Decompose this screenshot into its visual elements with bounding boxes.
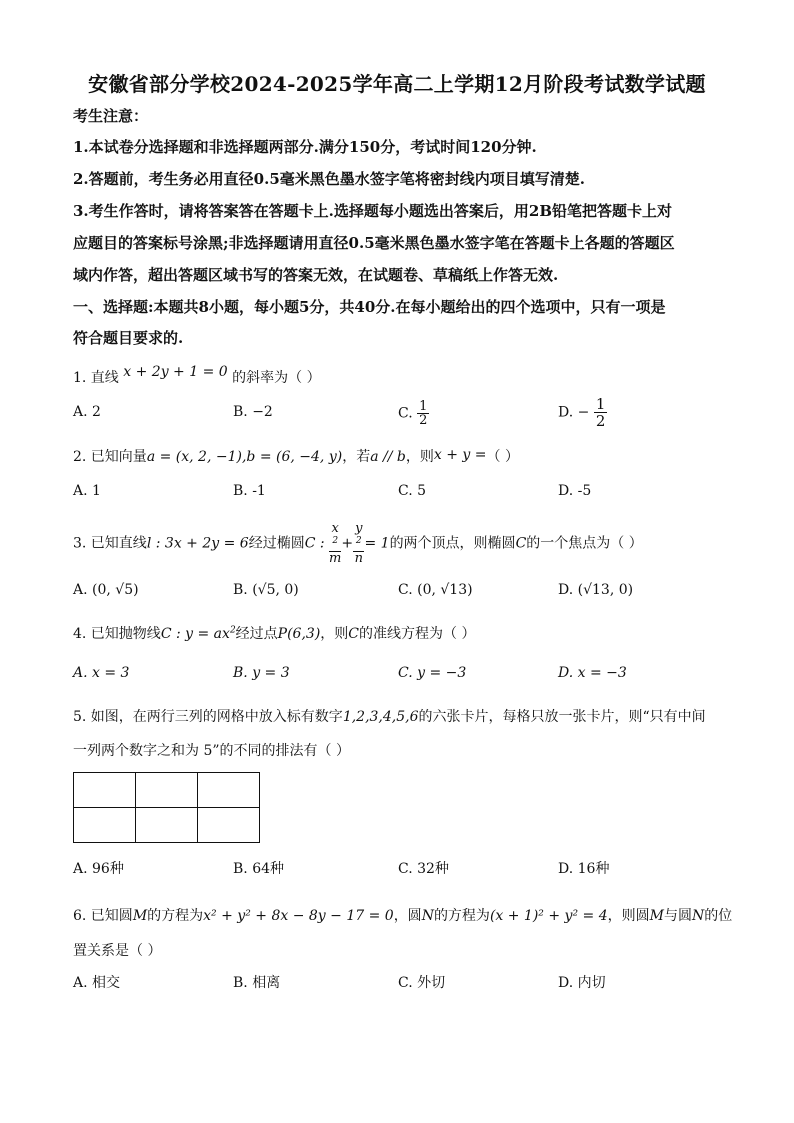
q3-line-eq: l : 3x + 2y = 6 [146, 535, 249, 552]
question-6-line-2: 置关系是（ ） [73, 943, 162, 959]
q4-c: C [348, 626, 359, 642]
q5-options [73, 858, 713, 880]
q5-text-a: 5. 如图，在两行三列的网格中放入标有数字 [73, 709, 343, 725]
q3-option-c[interactable]: C. (0, √13) [398, 582, 473, 598]
notice-line-3a: 3.考生作答时，请将答案答在答题卡上.选择题每小题选出答案后，用2B铅笔把答题卡上对 [73, 202, 673, 220]
q4-options [73, 665, 713, 687]
q2-options [73, 483, 713, 505]
q6-tail: 的位 [704, 908, 733, 924]
q2-vector-b: b [246, 449, 256, 465]
q3-options [73, 582, 713, 604]
q2-option-d[interactable]: D. -5 [558, 483, 592, 499]
q4-option-d[interactable]: D. x = −3 [558, 665, 627, 681]
q1-suffix: 的斜率为（ ） [232, 370, 321, 386]
q6-mid4: ，则圆 [607, 908, 650, 924]
section1-line-b: 符合题目要求的. [73, 329, 184, 347]
exam-title: 安徽省部分学校2024-2025学年高二上学期12月阶段考试数学试题 [88, 72, 706, 96]
notice-line-2: 2.答题前，考生务必用直径0.5毫米黑色墨水签字笔将密封线内项目填写清楚. [73, 170, 585, 188]
q6-circle-m: M [132, 908, 148, 924]
q1-d-den: 2 [595, 412, 606, 430]
question-3 [73, 522, 733, 565]
notice-line-3b: 应题目的答案标号涂黑;非选择题请用直径0.5毫米黑色墨水签字笔在答题卡上各题的答题区 [73, 234, 675, 252]
grid-cell [136, 808, 198, 843]
q4-prefix: 4. 已知抛物线 [73, 626, 161, 642]
q2-option-c[interactable]: C. 5 [398, 483, 427, 499]
q1-d-label: D. − [558, 404, 590, 421]
q6-mid1: 的方程为 [147, 908, 204, 924]
q3-y: y [355, 521, 363, 536]
grid-cell [136, 773, 198, 808]
grid-cell [198, 808, 260, 843]
q1-option-d[interactable] [558, 396, 607, 429]
q2-vector-a: a [146, 449, 156, 465]
q4-mid: 经过点 [235, 626, 278, 642]
q4-option-c[interactable]: C. y = −3 [398, 665, 467, 681]
q1-d-fraction [594, 396, 608, 429]
notice-line-3c: 域内作答，超出答题区域书写的答案无效，在试题卷、草稿纸上作答无效. [73, 266, 559, 284]
q3-suffix2: 的一个焦点为（ ） [526, 535, 643, 552]
q3-fraction-x: x $^2$ m [329, 521, 342, 567]
question-2 [73, 446, 733, 466]
q3-option-a[interactable]: A. (0, √5) [73, 582, 139, 598]
question-5-line-2: 一列两个数字之和为 5”的不同的排法有（ ） [73, 743, 350, 759]
q5-text-b: 的六张卡片，每格只放一张卡片，则“只有中间 [418, 709, 706, 725]
q6-equation-n: (x + 1)² + y² = 4 [489, 908, 608, 924]
q3-ellipse-label: C : [304, 535, 325, 552]
question-6-line-1 [73, 905, 733, 925]
q1-option-c[interactable] [398, 400, 429, 427]
q6-option-b[interactable]: B. 相离 [233, 975, 281, 991]
grid-row-2 [74, 808, 260, 843]
q6-circle-n-2: N [691, 908, 705, 924]
q2-vector-a-value: = (x, 2, −1), [155, 449, 247, 465]
q4-suffix: 的准线方程为（ ） [359, 626, 476, 642]
question-5-line-1 [73, 706, 733, 726]
q2-parallel-a: a [370, 449, 379, 465]
q2-then: ，则 [405, 449, 434, 465]
q2-sum: x + y = [433, 447, 487, 463]
q5-digits: 1,2,3,4,5,6 [342, 709, 419, 725]
q5-option-d[interactable]: D. 16种 [558, 861, 610, 877]
section1-line-a: 一、选择题:本题共8小题，每小题5分，共40分.在每小题给出的四个选项中，只有一项是 [73, 298, 666, 316]
q3-option-d[interactable]: D. (√13, 0) [558, 582, 634, 598]
q4-equation: C : y = ax [160, 626, 230, 642]
q6-mid3: 的方程为 [433, 908, 490, 924]
q3-x: x [331, 521, 339, 536]
q6-options [73, 972, 713, 994]
q6-prefix: 6. 已知圆 [73, 908, 133, 924]
q5-grid [73, 772, 260, 843]
q1-c-den: 2 [419, 413, 428, 428]
grid-row-1 [74, 773, 260, 808]
q3-c: C [515, 535, 527, 552]
q1-c-label: C. [398, 405, 413, 422]
q1-option-a[interactable]: A. 2 [73, 404, 101, 420]
q1-d-num: 1 [595, 395, 606, 413]
grid-cell [74, 808, 136, 843]
q3-suffix: 的两个顶点，则椭圆 [389, 535, 516, 552]
q3-option-b[interactable]: B. (√5, 0) [233, 582, 299, 598]
q3-fraction-y: y $^2$ n [354, 521, 363, 567]
q3-mid: 经过椭圆 [248, 535, 305, 552]
q3-prefix: 3. 已知直线 [73, 535, 147, 552]
q4-point: P(6,3) [277, 626, 321, 642]
notice-heading: 考生注意： [73, 107, 149, 125]
notice-line-1: 1.本试卷分选择题和非选择题两部分.满分150分，考试时间120分钟. [73, 138, 537, 156]
q2-prefix: 2. 已知向量 [73, 449, 147, 465]
grid-cell [198, 773, 260, 808]
q3-m: m [329, 551, 342, 567]
q5-option-a[interactable]: A. 96种 [73, 861, 124, 877]
q1-prefix: 1. 直线 [73, 370, 119, 386]
q6-mid2: ，圆 [393, 908, 422, 924]
q6-mid5: 与圆 [663, 908, 692, 924]
q1-option-b[interactable]: B. −2 [233, 404, 273, 420]
q6-circle-m-2: M [649, 908, 664, 924]
q3-n: n [354, 551, 363, 567]
question-4: 4. 已知抛物线C : $y = ax^2$经过点P(6,3)，则C的准线方程为（ ） [73, 625, 476, 642]
q1-c-num: 1 [419, 399, 428, 414]
question-1 [73, 364, 733, 387]
q5-option-b[interactable]: B. 64种 [233, 861, 285, 877]
q4-option-a[interactable]: A. x = 3 [73, 665, 130, 681]
q1-c-fraction [417, 400, 429, 427]
grid-cell [74, 773, 136, 808]
q2-parallel-sign: // [378, 449, 397, 465]
q2-suffix: （ ） [486, 449, 519, 465]
q6-option-d[interactable]: D. 内切 [558, 975, 606, 991]
q6-option-c[interactable]: C. 外切 [398, 975, 446, 991]
q2-option-a[interactable]: A. 1 [73, 483, 101, 499]
q2-vector-b-value: = (6, −4, y) [255, 449, 343, 465]
q6-equation-m: x² + y² + 8x − 8y − 17 = 0 [203, 908, 394, 924]
q4-then: ，则 [320, 626, 349, 642]
q1-options [73, 395, 713, 430]
q6-circle-n: N [421, 908, 434, 924]
q6-option-a[interactable]: A. 相交 [73, 975, 121, 991]
q2-parallel-b: b [396, 449, 406, 465]
q3-plus: + [341, 535, 354, 552]
q2-mid: ，若 [342, 449, 371, 465]
q5-option-c[interactable]: C. 32种 [398, 861, 449, 877]
q4-option-b[interactable]: B. y = 3 [233, 665, 290, 681]
q3-equals-one: = 1 [364, 535, 390, 552]
q2-option-b[interactable]: B. -1 [233, 483, 266, 499]
q1-equation: x + 2y + 1 = 0 [123, 364, 228, 380]
